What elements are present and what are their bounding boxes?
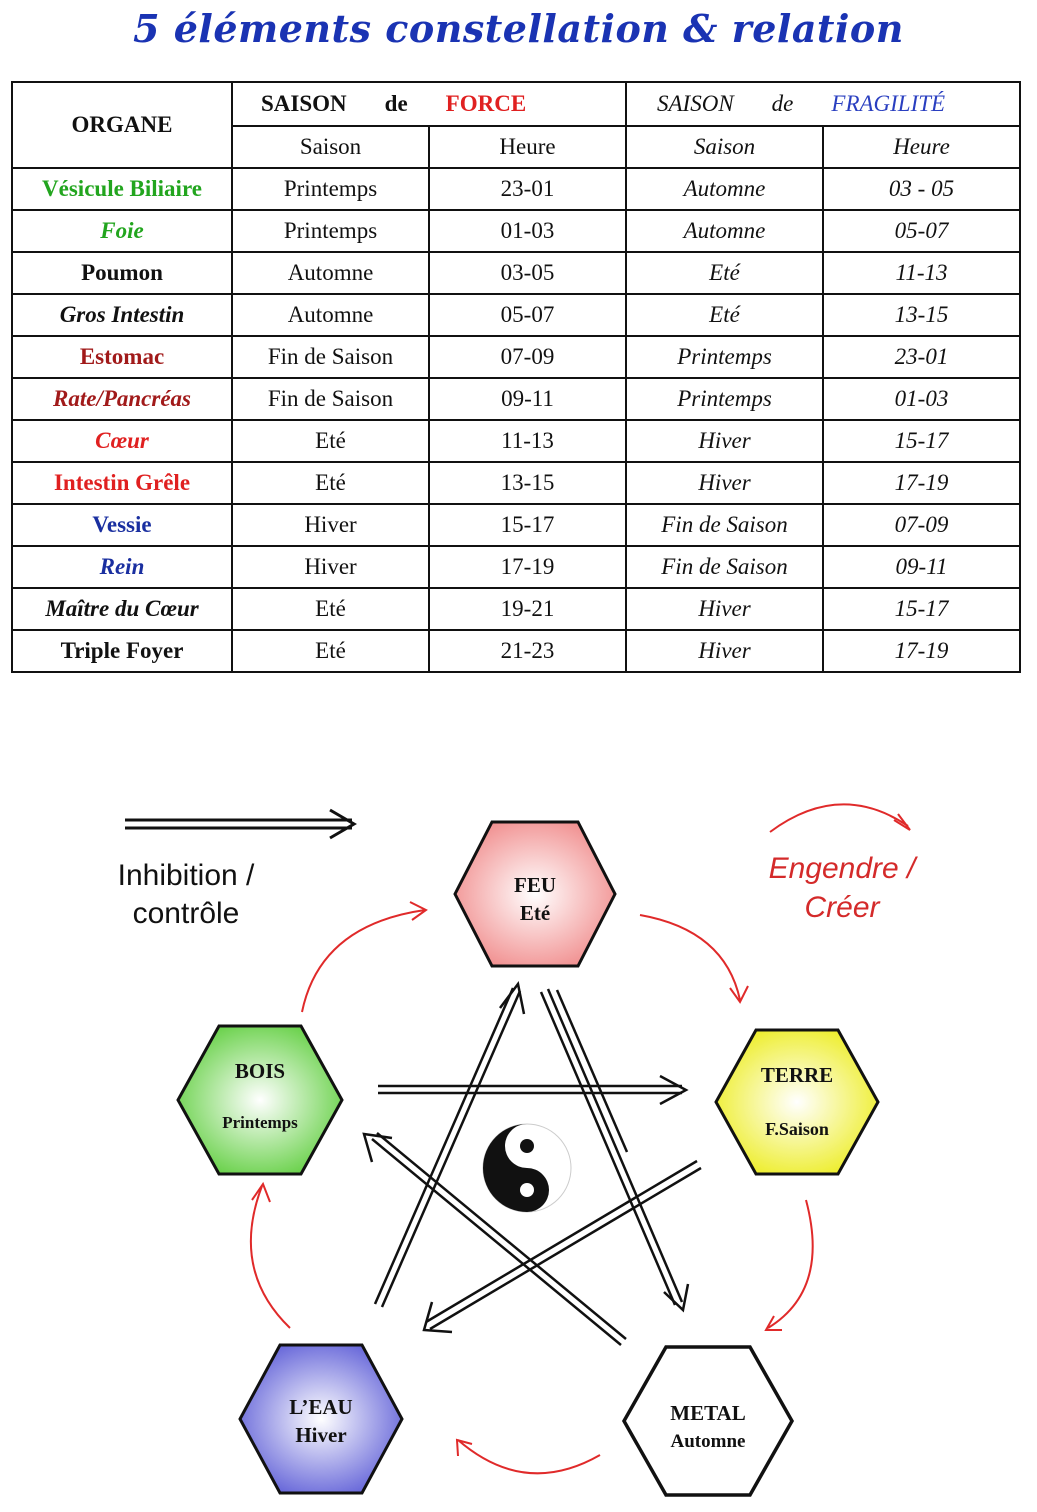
cycle-arrowhead-metal-eau bbox=[457, 1440, 472, 1456]
page-title: 5 éléments constellation & relation bbox=[133, 6, 904, 51]
force-saison-cell: Printemps bbox=[232, 168, 429, 210]
legend-engendre-arrow bbox=[770, 804, 908, 832]
frag-heure-cell: 13-15 bbox=[823, 294, 1020, 336]
organ-season-table bbox=[11, 81, 1021, 673]
frag-saison-cell: Eté bbox=[626, 252, 823, 294]
frag-heure-subheader: Heure bbox=[823, 126, 1020, 168]
legend-inhibition-line1: Inhibition / bbox=[117, 859, 255, 892]
table-row bbox=[12, 630, 1020, 672]
frag-heure-cell: 11-13 bbox=[823, 252, 1020, 294]
frag-heure-cell: 23-01 bbox=[823, 336, 1020, 378]
force-heure-cell: 13-15 bbox=[429, 462, 626, 504]
organ-column-header: ORGANE bbox=[12, 82, 232, 168]
inhibit-arrow-bois-terre bbox=[378, 1076, 686, 1104]
force-heure-cell: 05-07 bbox=[429, 294, 626, 336]
force-saison-subheader: Saison bbox=[232, 126, 429, 168]
element-feu-name: FEU bbox=[514, 873, 556, 897]
force-saison-cell: Fin de Saison bbox=[232, 336, 429, 378]
force-heure-cell: 01-03 bbox=[429, 210, 626, 252]
element-terre-name: TERRE bbox=[760, 1063, 834, 1087]
force-saison-cell: Hiver bbox=[232, 504, 429, 546]
table-row bbox=[12, 210, 1020, 252]
organ-cell: Intestin Grêle bbox=[12, 462, 232, 504]
table-header-row bbox=[12, 82, 1020, 126]
frag-saison-cell: Automne bbox=[626, 210, 823, 252]
frag-heure-cell: 09-11 bbox=[823, 546, 1020, 588]
table-row bbox=[12, 420, 1020, 462]
table-row bbox=[12, 252, 1020, 294]
element-metal-name: METAL bbox=[670, 1401, 746, 1425]
organ-cell: Vessie bbox=[12, 504, 232, 546]
frag-saison-label: SAISON bbox=[657, 91, 734, 116]
frag-heure-cell: 03 - 05 bbox=[823, 168, 1020, 210]
force-saison-cell: Eté bbox=[232, 630, 429, 672]
organ-cell: Gros Intestin bbox=[12, 294, 232, 336]
force-heure-cell: 19-21 bbox=[429, 588, 626, 630]
table-row bbox=[12, 294, 1020, 336]
force-saison-cell: Fin de Saison bbox=[232, 378, 429, 420]
frag-saison-cell: Fin de Saison bbox=[626, 504, 823, 546]
table-row bbox=[12, 462, 1020, 504]
organ-cell: Poumon bbox=[12, 252, 232, 294]
element-terre bbox=[716, 1030, 878, 1174]
legend-engendre-line1: Engendre / bbox=[768, 852, 916, 885]
frag-saison-cell: Printemps bbox=[626, 378, 823, 420]
organ-cell: Foie bbox=[12, 210, 232, 252]
element-bois bbox=[178, 1026, 342, 1174]
frag-heure-cell: 15-17 bbox=[823, 420, 1020, 462]
frag-saison-cell: Eté bbox=[626, 294, 823, 336]
force-saison-cell: Eté bbox=[232, 588, 429, 630]
five-elements-diagram bbox=[0, 700, 1037, 1512]
cycle-arrow-metal-eau bbox=[458, 1440, 600, 1473]
organ-cell: Rein bbox=[12, 546, 232, 588]
force-group-header bbox=[232, 82, 626, 126]
cycle-arrow-feu-terre bbox=[640, 915, 740, 1000]
force-heure-subheader: Heure bbox=[429, 126, 626, 168]
force-heure-cell: 03-05 bbox=[429, 252, 626, 294]
element-eau-name: L’EAU bbox=[289, 1395, 353, 1419]
organ-cell: Vésicule Biliaire bbox=[12, 168, 232, 210]
force-de-label: de bbox=[384, 91, 408, 116]
cycle-arrow-eau-bois bbox=[251, 1186, 290, 1328]
legend-inhibition-arrow bbox=[125, 810, 354, 838]
element-bois-season: Printemps bbox=[222, 1113, 298, 1132]
force-heure-cell: 23-01 bbox=[429, 168, 626, 210]
force-heure-cell: 21-23 bbox=[429, 630, 626, 672]
element-eau-season: Hiver bbox=[295, 1423, 347, 1447]
force-saison-cell: Eté bbox=[232, 462, 429, 504]
frag-saison-cell: Hiver bbox=[626, 630, 823, 672]
frag-saison-cell: Hiver bbox=[626, 462, 823, 504]
force-saison-cell: Printemps bbox=[232, 210, 429, 252]
organ-cell: Maître du Cœur bbox=[12, 588, 232, 630]
force-saison-label: SAISON bbox=[261, 91, 347, 116]
frag-saison-cell: Automne bbox=[626, 168, 823, 210]
element-metal-season: Automne bbox=[670, 1431, 746, 1452]
frag-heure-cell: 07-09 bbox=[823, 504, 1020, 546]
frag-heure-cell: 05-07 bbox=[823, 210, 1020, 252]
table-row bbox=[12, 336, 1020, 378]
force-saison-cell: Eté bbox=[232, 420, 429, 462]
cycle-arrow-terre-metal bbox=[768, 1200, 813, 1328]
force-saison-cell: Hiver bbox=[232, 546, 429, 588]
cycle-arrow-bois-feu bbox=[302, 910, 425, 1012]
force-word: FORCE bbox=[445, 91, 527, 116]
element-eau bbox=[240, 1345, 402, 1493]
organ-cell: Rate/Pancréas bbox=[12, 378, 232, 420]
table-row bbox=[12, 588, 1020, 630]
frag-heure-cell: 15-17 bbox=[823, 588, 1020, 630]
element-terre-season: F.Saison bbox=[765, 1119, 829, 1139]
force-heure-cell: 17-19 bbox=[429, 546, 626, 588]
frag-saison-subheader: Saison bbox=[626, 126, 823, 168]
force-heure-cell: 07-09 bbox=[429, 336, 626, 378]
element-feu-season: Eté bbox=[519, 901, 551, 925]
frag-heure-cell: 01-03 bbox=[823, 378, 1020, 420]
table-row bbox=[12, 504, 1020, 546]
element-feu bbox=[455, 822, 615, 966]
table-row bbox=[12, 168, 1020, 210]
fragility-word: FRAGILITÉ bbox=[831, 91, 946, 116]
legend-engendre-line2: Créer bbox=[804, 891, 880, 924]
frag-heure-cell: 17-19 bbox=[823, 630, 1020, 672]
force-saison-cell: Automne bbox=[232, 252, 429, 294]
element-bois-name: BOIS bbox=[234, 1059, 286, 1083]
frag-saison-cell: Fin de Saison bbox=[626, 546, 823, 588]
frag-saison-cell: Printemps bbox=[626, 336, 823, 378]
legend-inhibition-line2: contrôle bbox=[132, 897, 240, 930]
table-row bbox=[12, 546, 1020, 588]
frag-saison-cell: Hiver bbox=[626, 420, 823, 462]
organ-cell: Triple Foyer bbox=[12, 630, 232, 672]
frag-saison-cell: Hiver bbox=[626, 588, 823, 630]
force-saison-cell: Automne bbox=[232, 294, 429, 336]
yin-yang-icon bbox=[483, 1124, 571, 1212]
fragility-group-header bbox=[626, 82, 1020, 126]
frag-heure-cell: 17-19 bbox=[823, 462, 1020, 504]
force-heure-cell: 15-17 bbox=[429, 504, 626, 546]
inhibit-line-feu-metal-outer bbox=[557, 990, 627, 1152]
element-metal bbox=[624, 1347, 792, 1495]
frag-de-label: de bbox=[771, 91, 794, 116]
organ-cell: Estomac bbox=[12, 336, 232, 378]
organ-cell: Cœur bbox=[12, 420, 232, 462]
force-heure-cell: 11-13 bbox=[429, 420, 626, 462]
table-row bbox=[12, 378, 1020, 420]
force-heure-cell: 09-11 bbox=[429, 378, 626, 420]
cycle-arrowhead-eau-bois bbox=[252, 1184, 270, 1202]
